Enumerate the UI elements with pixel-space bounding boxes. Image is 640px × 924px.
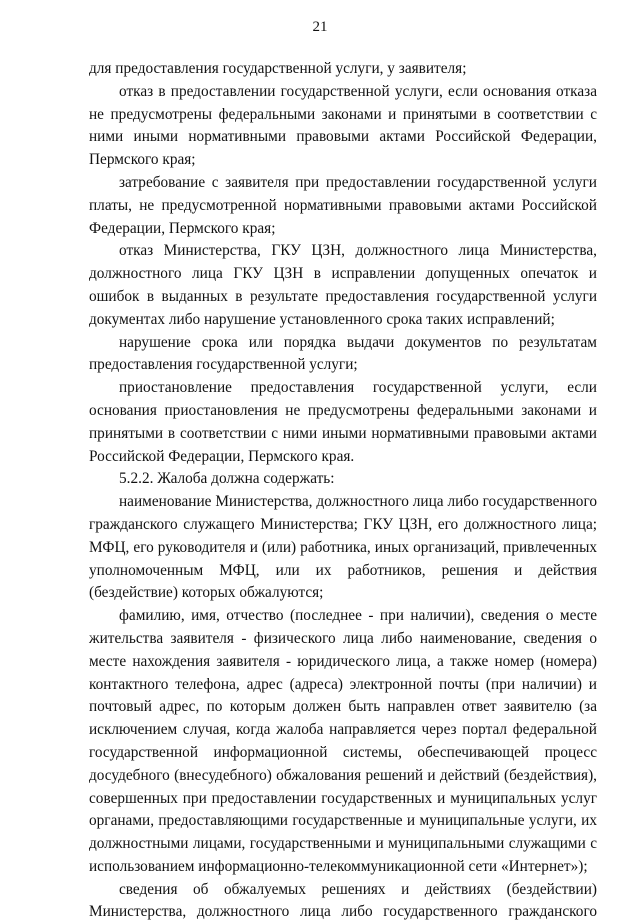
paragraph-refusal: отказ в предоставлении государственной услуги, если основания отказа не предусмотрены федеральными законами и принятыми в соответствии с ними иными нормативными правовыми актами Российской Федерации, Пермского края; [89, 82, 597, 169]
paragraph-suspension: приостановление предоставления государственной услуги, если основания приостановления не предусмотрены федеральными законами и принятыми в соответствии с ними иными нормативными правовыми актами Российской Федерации, Пермского края. [89, 379, 597, 465]
paragraph-appealed-decisions: сведения об обжалуемых решениях и действиях (бездействии) Министерства, должностного лица либо государственного гражданского [89, 880, 597, 921]
paragraph-issuance-violation: нарушение срока или порядка выдачи документов по результатам предоставления государственной услуги; [89, 333, 597, 374]
paragraph-continuation: для предоставления государственной услуги, у заявителя; [89, 60, 467, 77]
paragraph-fee-demand: затребование с заявителя при предоставлении государственной услуги платы, не предусмотренной нормативными правовыми актами Российской Федерации, Пермского края; [89, 173, 597, 237]
document-body [89, 58, 597, 924]
paragraph-authority-name: наименование Министерства, должностного лица либо государственного гражданского служащего Министерства; ГКУ ЦЗН, его должностного лица; МФЦ, его руководителя и (или) работника, иных организаций, привлеченных уполномоченным МФЦ, или их работников, решения и действия (бездействие) которых обжалуются; [89, 493, 597, 602]
paragraph-correction-refusal: отказ Министерства, ГКУ ЦЗН, должностного лица Министерства, должностного лица ГКУ ЦЗН в исправлении допущенных опечаток и ошибок в выданных в результате предоставления государственной услуги документах либо нарушение установленного срока таких исправлений; [89, 242, 597, 328]
section-heading-5-2-2: 5.2.2. Жалоба должна содержать: [119, 470, 335, 488]
page-number: 21 [312, 19, 328, 35]
paragraph-applicant-details: фамилию, имя, отчество (последнее - при наличии), сведения о месте жительства заявителя - физического лица либо наименование, сведения о месте нахождения заявителя - юридического лица, а также номер (номера) контактного телефона, адрес (адреса) электронной почты (при наличии) и почтовый адрес, по которым должен быть направлен ответ заявителю (за исключением случая, когда жалоба направляется через портал федеральной государственной информационной системы, обеспечивающей процесс досудебного (внесудебного) обжалования решений и действий (бездействия), совершенных при предоставлении государственных и муниципальных услуг органами, предоставляющими государственные и муниципальные услуги, их должностными лицами, государственными и муниципальными служащими с использованием информационно-телекоммуникационной сети «Интернет»); [89, 607, 597, 875]
